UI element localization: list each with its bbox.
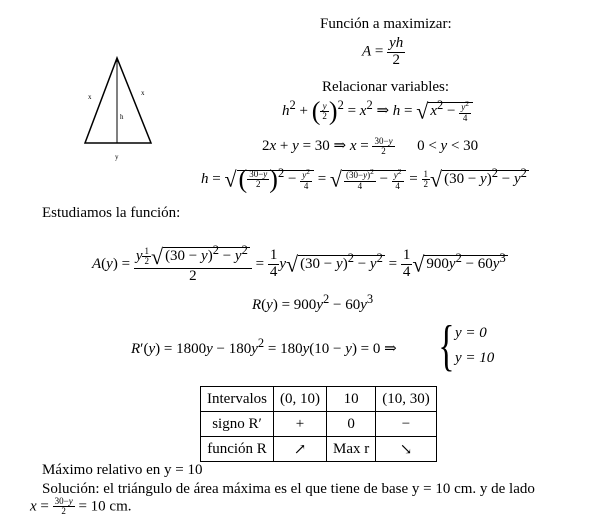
triangle-figure xyxy=(80,55,170,165)
increasing-arrow-icon: ↗ xyxy=(273,437,326,462)
table-cell: (10, 30) xyxy=(376,387,437,412)
table-cell: 0 xyxy=(326,412,375,437)
height-equation: h = √( $\frac{30-y}{2}$ )$^2$ − $\frac{y^2}{4}$ = √ $\frac{(30-y)^2}{4}$ − $\frac{y^2}{4}$ = $\frac{1}{2}$ √ $(30 - y)^2 - y^2$ xyxy=(201,164,527,194)
side-label-left: x xyxy=(88,93,92,101)
perimeter-equation: 2x + y = 30 ⇒ x = $\frac{30-y}{2}$ 0 < y < 30 xyxy=(262,135,479,157)
table-cell: + xyxy=(273,412,326,437)
table-cell: signo R′ xyxy=(201,412,274,437)
area-function: A(y) = y $\frac{1}{2}$ √ $(30 - y)^2 - y^2$ 2 = $\frac{1}{4}$ y√ $(30 - y)^2 - y^2$ = $\frac{1}{4}$ √ $900y^2 - 60y^3$ xyxy=(92,243,506,285)
table-cell: Intervalos xyxy=(201,387,274,412)
area-formula: A = $\frac{yh}{2}$ xyxy=(362,35,404,68)
sign-table xyxy=(200,386,437,462)
heading-relate: Relacionar variables: xyxy=(322,79,450,95)
table-cell: 10 xyxy=(326,387,375,412)
table-cell: − xyxy=(376,412,437,437)
conclusion-max: Máximo relativo en y = 10 xyxy=(42,462,203,478)
solution-y1: y = 0 xyxy=(455,325,487,341)
study-text: Estudiamos la función: xyxy=(42,205,181,221)
height-label: h xyxy=(120,113,124,121)
table-row-sign xyxy=(201,412,437,437)
table-row-function xyxy=(201,437,437,462)
side-label-right: x xyxy=(141,89,145,97)
table-cell: Max r xyxy=(326,437,375,462)
base-label: y xyxy=(115,153,119,161)
solution-brace: { xyxy=(438,315,455,377)
conclusion-solution: Solución: el triángulo de área máxima es el que tiene de base y = 10 cm. y de lado xyxy=(42,481,535,497)
pythagoras-equation: $h^2$ + ( $\frac{y}{2}$ )$^2 = x^2$ ⇒ h = √ $x^2$ − $\frac{y^2}{4}$ xyxy=(282,98,473,125)
r-function: $R(y) = 900y^2 - 60y^3$ xyxy=(252,292,374,313)
derivative-equation: $R'(y) = 1800y - 180y^2 = 180y(10 - y) = 0$ ⇒ xyxy=(131,336,397,357)
conclusion-last: = 10 cm. xyxy=(78,498,132,515)
heading-maximize: Función a maximizar: xyxy=(320,16,452,32)
table-cell: (0, 10) xyxy=(273,387,326,412)
table-cell: función R xyxy=(201,437,274,462)
conclusion-last-line: x = $\frac{30-y}{2}$ = 10 cm. xyxy=(30,496,132,517)
decreasing-arrow-icon: ↘ xyxy=(376,437,437,462)
table-row-header xyxy=(201,387,437,412)
solution-y2: y = 10 xyxy=(455,350,495,366)
